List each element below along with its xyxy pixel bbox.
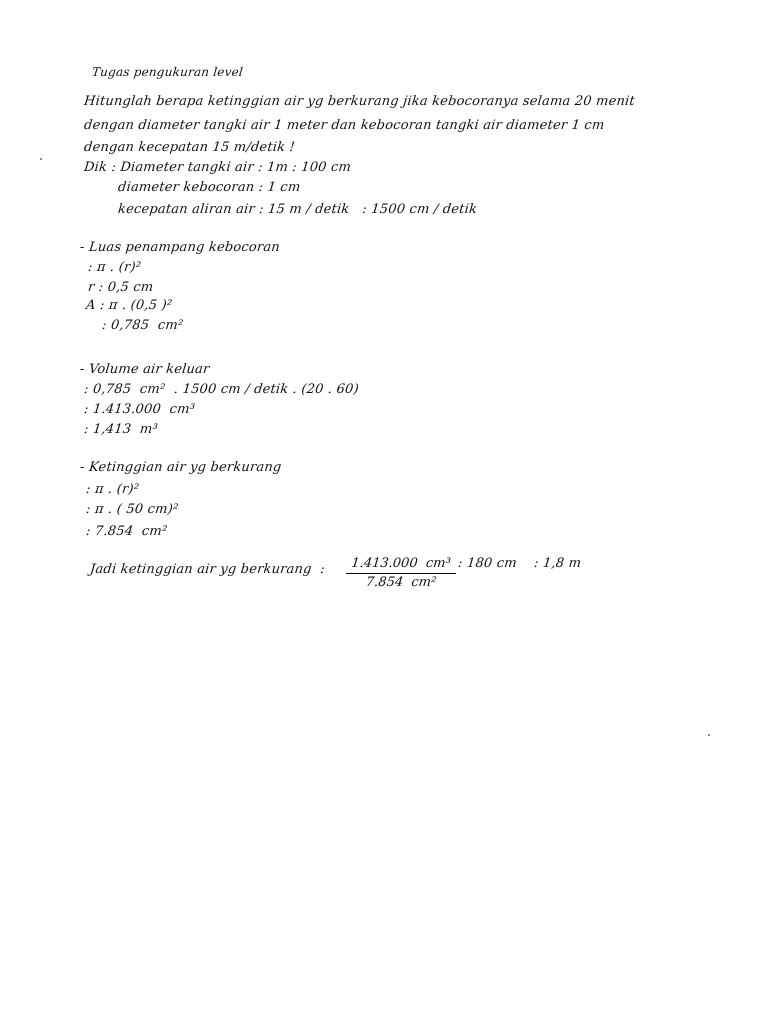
fraction-numerator: 1.413.000 cm³ <box>350 556 452 571</box>
ketinggian-step-2: : π . ( 50 cm)² <box>85 502 180 517</box>
volume-step-1: : 0,785 cm² . 1500 cm / detik . (20 . 60) <box>83 382 360 397</box>
question-line-2: dengan diameter tangki air 1 meter dan kebocoran tangki air diameter 1 cm <box>83 118 606 133</box>
conclusion-result: : 180 cm : 1,8 m <box>457 556 582 571</box>
conclusion-lead: Jadi ketinggian air yg berkurang : <box>89 562 326 577</box>
given-line-3: kecepatan aliran air : 15 m / detik : 1500 cm / detik <box>117 202 478 217</box>
given-line-1: Dik : Diameter tangki air : 1m : 100 cm <box>83 160 352 175</box>
volume-step-2: : 1.413.000 cm³ <box>83 402 196 417</box>
volume-step-3: : 1,413 m³ <box>83 422 159 437</box>
ketinggian-step-3: : 7.854 cm² <box>85 524 169 539</box>
fraction-bar <box>346 573 456 574</box>
ketinggian-heading: - Ketinggian air yg berkurang <box>79 460 283 475</box>
luas-step-4: : 0,785 cm² <box>101 318 185 333</box>
fraction-denominator: 7.854 cm² <box>365 575 437 590</box>
ketinggian-step-1: : π . (r)² <box>85 482 140 497</box>
page-title: Tugas pengukuran level <box>91 65 244 79</box>
volume-heading: - Volume air keluar <box>79 362 211 377</box>
conclusion-fraction <box>342 556 460 592</box>
luas-step-3: A : π . (0,5 )² <box>85 298 173 313</box>
question-line-1: Hitunglah berapa ketinggian air yg berkurang jika kebocoranya selama 20 menit <box>83 94 636 109</box>
paper-speck <box>708 734 710 736</box>
question-line-3: dengan kecepatan 15 m/detik ! <box>83 140 296 155</box>
luas-step-2: r : 0,5 cm <box>87 280 155 295</box>
luas-step-1: : π . (r)² <box>87 260 142 275</box>
paper-speck <box>40 158 42 160</box>
given-line-2: diameter kebocoran : 1 cm <box>117 180 302 195</box>
luas-heading: - Luas penampang kebocoran <box>79 240 281 255</box>
